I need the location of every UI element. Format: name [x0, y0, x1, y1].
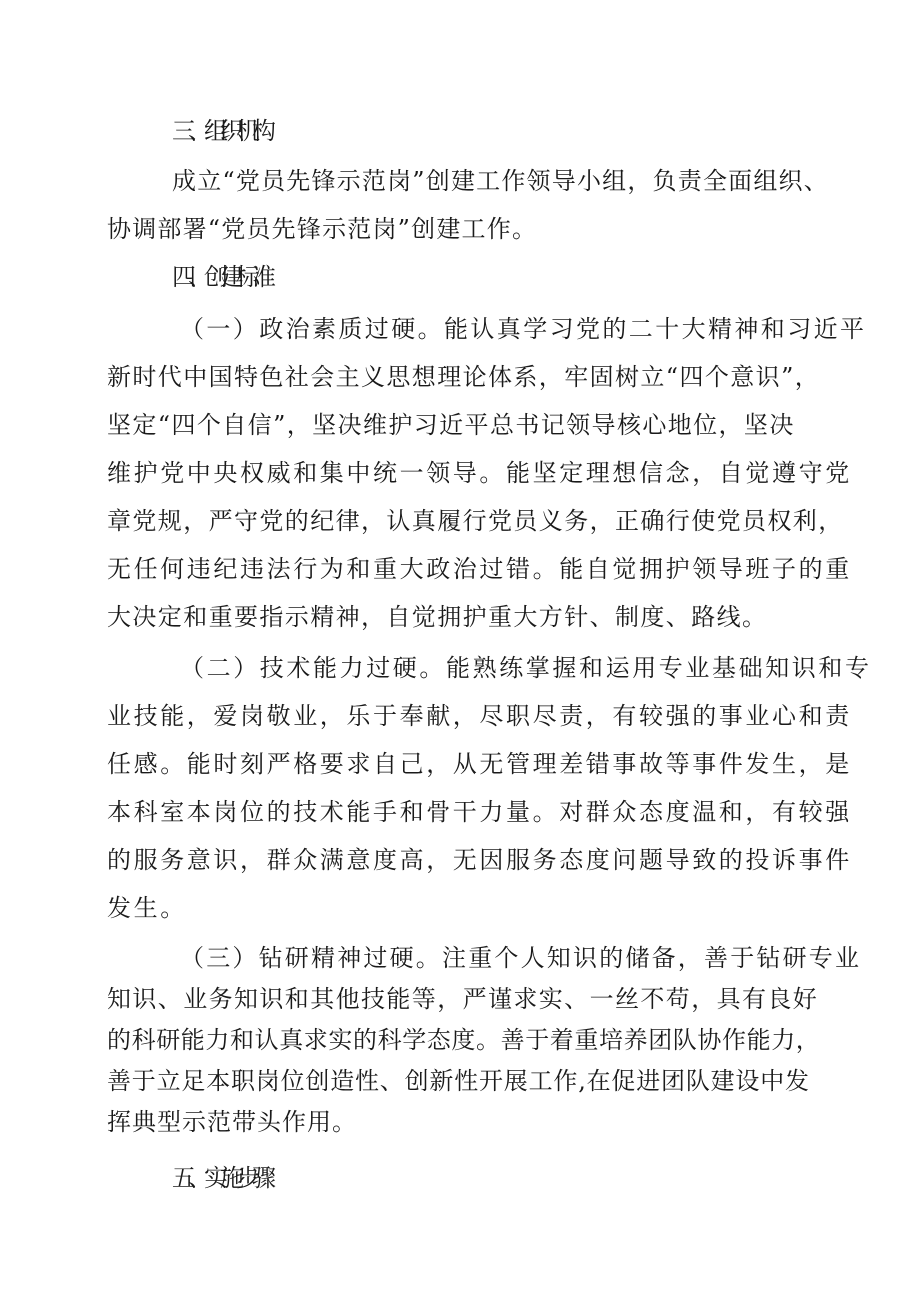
paragraph-line: （三）钻研精神过硬。注重个人知识的储备，善于钻研专业	[180, 944, 862, 972]
paragraph-line: 的服务意识，群众满意度高，无因服务态度问题导致的投诉事件	[107, 846, 852, 874]
section-heading-organization: 三、组织机构	[172, 117, 268, 145]
paragraph-line: 协调部署“党员先锋示范岗”创建工作。	[107, 215, 538, 243]
paragraph-line: 业技能，爱岗敬业，乐于奉献，尽职尽责，有较强的事业心和责	[107, 702, 852, 730]
paragraph-line: （一）政治素质过硬。能认真学习党的二十大精神和习近平	[180, 315, 867, 343]
paragraph-line: 的科研能力和认真求实的科学态度。善于着重培养团队协作能力，	[107, 1026, 821, 1054]
paragraph-line: 维护党中央权威和集中统一领导。能坚定理想信念，自觉遵守党	[107, 459, 852, 487]
section-heading-implementation: 五、实施步骤	[172, 1164, 268, 1192]
paragraph-line: 无任何违纪违法行为和重大政治过错。能自觉拥护领导班子的重	[107, 555, 852, 583]
paragraph-line: 任感。能时刻严格要求自己，从无管理差错事故等事件发生，是	[107, 750, 852, 778]
paragraph-line: （二）技术能力过硬。能熟练掌握和运用专业基础知识和专	[180, 654, 872, 682]
paragraph-line: 大决定和重要指示精神，自觉拥护重大方针、制度、路线。	[107, 603, 768, 631]
paragraph-line: 坚定“四个自信”，坚决维护习近平总书记领导核心地位，坚决	[107, 411, 795, 439]
paragraph-line: 新时代中国特色社会主义思想理论体系，牢固树立“四个意识”，	[107, 363, 821, 391]
section-heading-standards: 四、创建标准	[172, 263, 268, 291]
paragraph-line: 挥典型示范带头作用。	[107, 1108, 357, 1136]
paragraph-line: 本科室本岗位的技术能手和骨干力量。对群众态度温和，有较强	[107, 798, 852, 826]
paragraph-line: 章党规，严守党的纪律，认真履行党员义务，正确行使党员权利，	[107, 507, 844, 535]
paragraph-line: 成立“党员先锋示范岗”创建工作领导小组，负责全面组织、	[172, 167, 829, 195]
paragraph-line: 发生。	[107, 894, 187, 922]
paragraph-line: 知识、业务知识和其他技能等，严谨求实、一丝不苟，具有良好	[107, 985, 819, 1013]
paragraph-line: 善于立足本职岗位创造性、创新性开展工作,在促进团队建设中发	[107, 1067, 810, 1095]
